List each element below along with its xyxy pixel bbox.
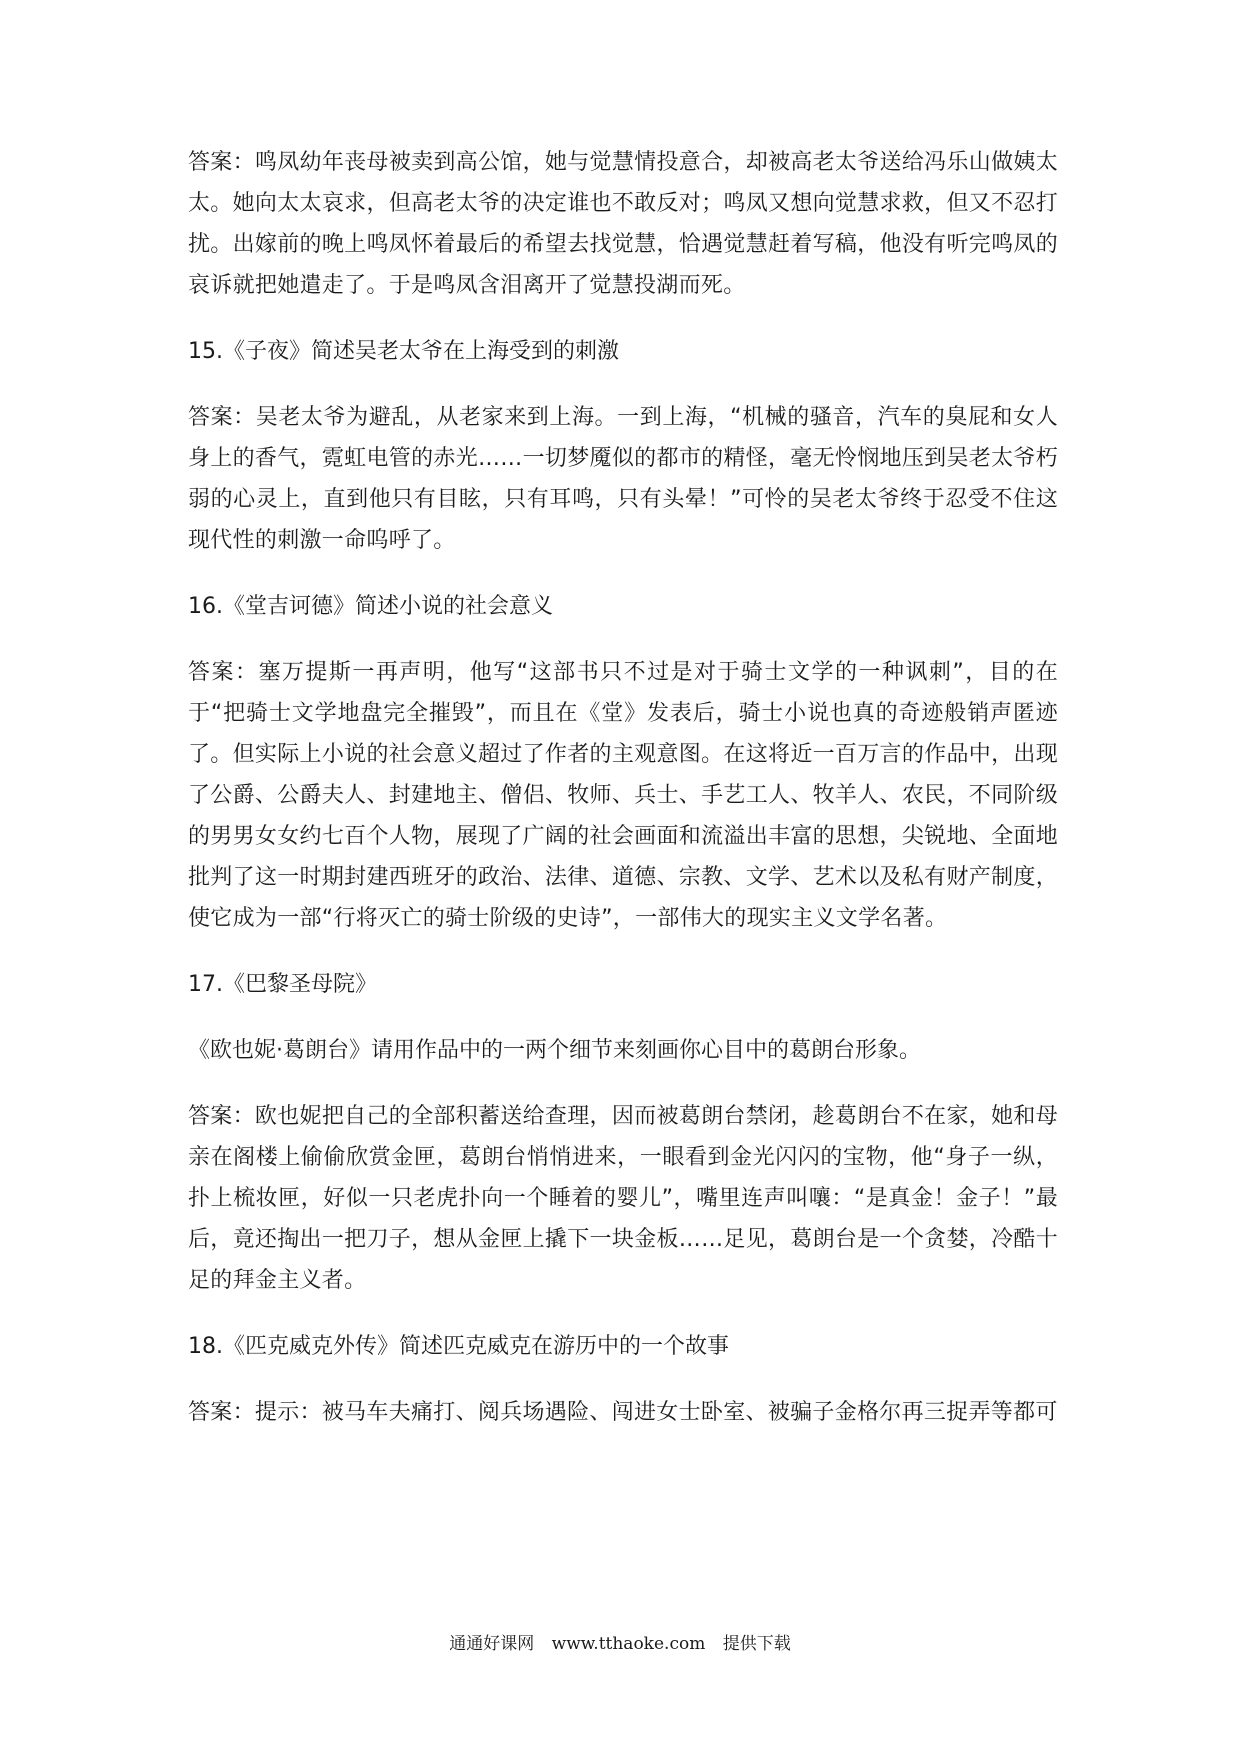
question-15: 15.《子夜》简述吴老太爷在上海受到的刺激 (188, 339, 619, 364)
answer-16: 答案：塞万提斯一再声明，他写“这部书只不过是对于骑士文学的一种讽刺”，目的在于“把骑士文学地盘完全摧毁”，而且在《堂》发表后，骑士小说也真的奇迹般销声匿迹了。但实际上小说的社会意义超过了作者的主观意图。在这将近一百万言的作品中，出现了公爵、公爵夫人、封建地主、僧侣、牧师、兵士、手艺工人、牧羊人、农民，不同阶级的男男女女约七百个人物，展现了广阔的社会画面和流溢出丰富的思想，尖锐地、全面地批判了这一时期封建西班牙的政治、法律、道德、宗教、文学、艺术以及私有财产制度，使它成为一部“行将灭亡的骑士阶级的史诗”，一部伟大的现实主义文学名著。 (188, 660, 1058, 931)
footer-url-link[interactable]: www.tthaoke.com (551, 1634, 706, 1654)
question-18: 18.《匹克威克外传》简述匹克威克在游历中的一个故事 (188, 1334, 729, 1359)
page-footer (0, 1629, 1240, 1654)
answer-15: 答案：吴老太爷为避乱，从老家来到上海。一到上海，“机械的骚音，汽车的臭屁和女人身上的香气，霓虹电管的赤光……一切梦魇似的都市的精怪，毫无怜悯地压到吴老太爷朽弱的心灵上，直到他只有目眩，只有耳鸣，只有头晕！”可怜的吴老太爷终于忍受不住这现代性的刺激一命呜呼了。 (188, 405, 1058, 553)
footer-note: 提供下载 (722, 1634, 791, 1654)
question-16: 16.《堂吉诃德》简述小说的社会意义 (188, 594, 553, 619)
document-body (188, 142, 1058, 1458)
footer-site-name: 通通好课网 (449, 1634, 535, 1654)
question-17: 17.《巴黎圣母院》 (188, 972, 377, 997)
answer-17: 答案：欧也妮把自己的全部积蓄送给查理，因而被葛朗台禁闭，趁葛朗台不在家，她和母亲在阁楼上偷偷欣赏金匣，葛朗台悄悄进来，一眼看到金光闪闪的宝物，他“身子一纵，扑上梳妆匣，好似一只老虎扑向一个睡着的婴儿”，嘴里连声叫嚷：“是真金！金子！”最后，竟还掏出一把刀子，想从金匣上撬下一块金板……足见，葛朗台是一个贪婪，冷酷十足的拜金主义者。 (188, 1104, 1058, 1293)
answer-14: 答案：鸣凤幼年丧母被卖到高公馆，她与觉慧情投意合，却被高老太爷送给冯乐山做姨太太。她向太太哀求，但高老太爷的决定谁也不敢反对；鸣凤又想向觉慧求救，但又不忍打扰。出嫁前的晚上鸣凤怀着最后的希望去找觉慧，恰遇觉慧赶着写稿，他没有听完鸣凤的哀诉就把她遣走了。于是鸣凤含泪离开了觉慧投湖而死。 (188, 150, 1058, 298)
answer-18: 答案：提示：被马车夫痛打、阅兵场遇险、闯进女士卧室、被骗子金格尔再三捉弄等都可 (188, 1400, 1058, 1425)
question-17-sub: 《欧也妮·葛朗台》请用作品中的一两个细节来刻画你心目中的葛朗台形象。 (188, 1038, 921, 1063)
